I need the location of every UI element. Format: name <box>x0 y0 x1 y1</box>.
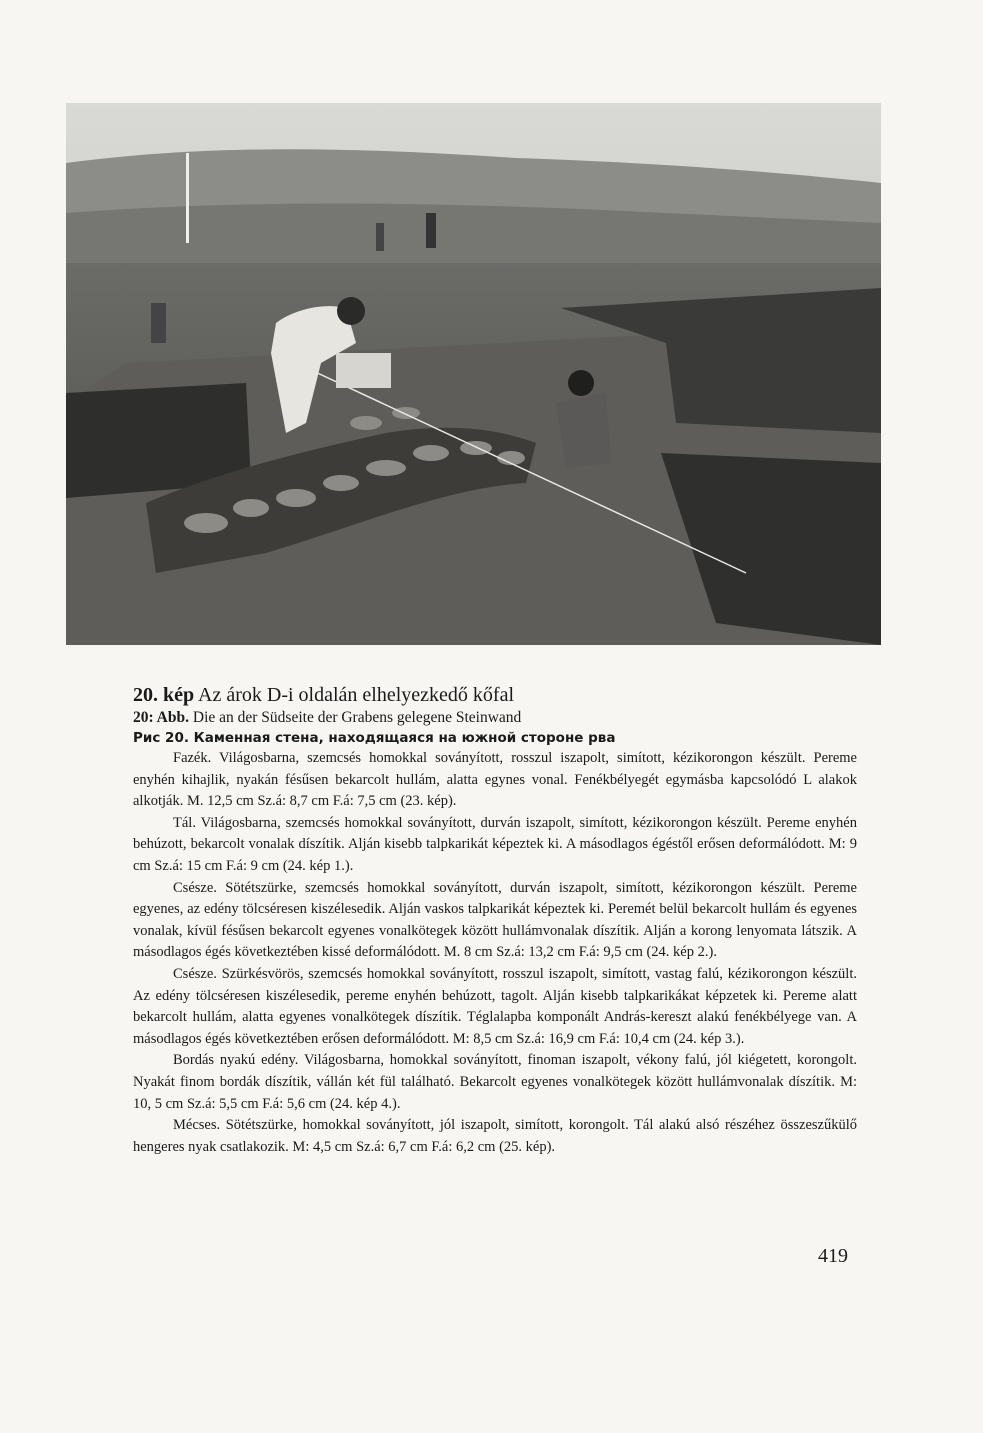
catalogue-text <box>133 748 857 1158</box>
figure-captions <box>133 683 873 749</box>
caption-russian <box>133 728 873 749</box>
caption-russian-number: Рис 20. <box>133 730 189 746</box>
excavation-photo <box>66 103 881 645</box>
paragraph-csesze-1: Csésze. Sötétszürke, szemcsés homokkal soványított, durván iszapolt, simított, kézikorongon készült. Pereme egyenes, az edény tölcséresen kiszélesedik. Alján vaskos talpkarikát képeztek ki. Peremét belül bekarcolt hullám és egyenes vonalak, kívül fésűsen bekarcolt egyenes vonalkötegek között hullámvonalak díszítik. Alján a korong lenyomata látszik. A másodlagos égés következtében kissé deformálódott. M. 8 cm Sz.á: 13,2 cm F.á: 9,5 cm (24. kép 2.). <box>133 879 857 961</box>
caption-hungarian-number: 20. kép <box>133 684 195 706</box>
page-number: 419 <box>818 1245 848 1267</box>
excavation-photo-image <box>66 103 881 645</box>
caption-german-text: Die an der Südseite der Grabens gelegene Steinwand <box>189 709 522 726</box>
paragraph-tal: Tál. Világosbarna, szemcsés homokkal soványított, durván iszapolt, simított, kézikorongon készült. Pereme enyhén behúzott, bekarcolt vonalak díszítik. Alján kisebb talpkarikát képeztek ki. A másodlagos égéstől erősen deformálódott. M: 9 cm Sz.á: 15 cm F.á: 9 cm (24. kép 1.). <box>133 814 857 874</box>
caption-hungarian-text: Az árok D-i oldalán elhelyezkedő kőfal <box>194 684 514 706</box>
caption-german-number: 20: Abb. <box>133 709 189 726</box>
paragraph-bordas-nyaku-edeny: Bordás nyakú edény. Világosbarna, homokkal soványított, finoman iszapolt, vékony falú, jól kiégetett, korongolt. Nyakát finom bordák díszítik, vállán két fül található. Bekarcolt egyenes vonalkötegek között hullámvonalak díszítik. M: 10, 5 cm Sz.á: 5,5 cm F.á: 5,6 cm (24. kép 4.). <box>133 1052 857 1112</box>
paragraph-mecses: Mécses. Sötétszürke, homokkal soványított, jól iszapolt, simított, korongolt. Tál alakú alsó részéhez összeszűkülő hengeres nyak csatlakozik. M: 4,5 cm Sz.á: 6,7 cm F.á: 6,2 cm (25. kép). <box>133 1117 857 1155</box>
caption-german <box>133 707 873 728</box>
paragraph-fazek: Fazék. Világosbarna, szemcsés homokkal soványított, rosszul iszapolt, simított, kézikorongon készült. Pereme enyhén kihajlik, nyakán fésűsen bekarcolt hullám, alatta egynes vonal. Fenékbélyegét egymásba kapcsolódó L alakok alkotják. M. 12,5 cm Sz.á: 8,7 cm F.á: 7,5 cm (23. kép). <box>133 750 857 810</box>
caption-hungarian <box>133 683 873 707</box>
paragraph-csesze-2: Csésze. Szürkésvörös, szemcsés homokkal soványított, rosszul iszapolt, simított, vastag falú, kézikorongon készült. Az edény tölcséresen kiszélesedik, pereme enyhén behúzott, tagolt. Alján kisebb talpkarikákat képzetek ki. Pereme alatt bekarcolt hullám, alatta egyenes vonalkötegek díszítik. Téglalapba komponált András-kereszt alakú fenékbélyege van. A másodlagos égés következtében erősen deformálódott. M: 8,5 cm Sz.á: 16,9 cm F.á: 10,4 cm (24. kép 3.). <box>133 965 857 1047</box>
caption-russian-text: Каменная стена, находящаяся на южной стороне рва <box>188 730 616 746</box>
